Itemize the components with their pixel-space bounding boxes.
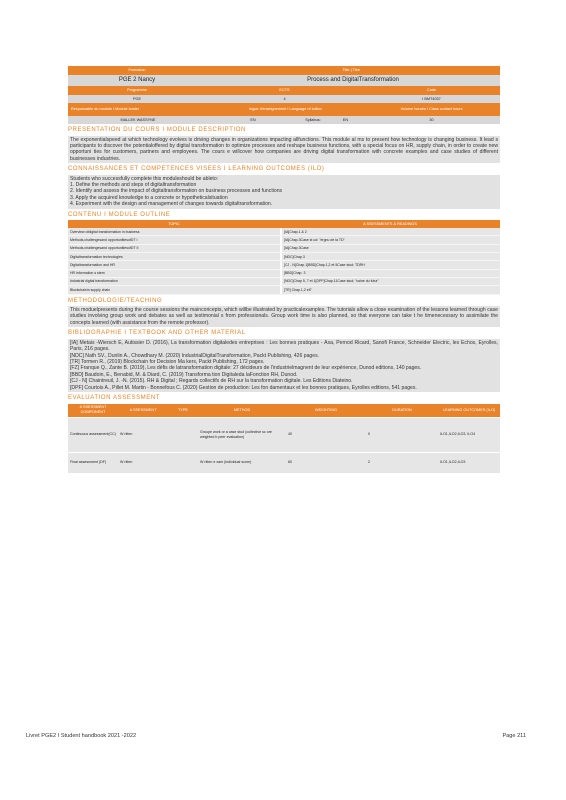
volume-value: 30 [429, 117, 434, 122]
header-values-row-3 [68, 116, 500, 124]
eval-header-component: A SSESSMENT COMPONENT [79, 405, 107, 414]
formation-value: PGE 2 Nancy [118, 76, 156, 83]
page-number: Page 211 [502, 733, 526, 739]
outline-topic: Industrial digital transformation [68, 278, 280, 285]
eval-method: Groupe work or a case stud (collective sc ore weighted b peer evaluation) [200, 430, 272, 439]
eval-assessment: W ritten [120, 460, 133, 465]
bibliography-entry: [NDC] Nath SV., Dunlin A., Chowdhary M. (2020) IndustrialDigitalTransformation, Packt Publishing, 426 pages. [70, 352, 320, 359]
outline-reading: [NDC]Chap 5, 7 et 1[DPF]Chap.11Case stud; "usine du futur" [282, 278, 500, 285]
header-values-row-1 [68, 75, 500, 86]
competences-line: 1. Define the methods and steps of digitaltransformation [70, 182, 197, 189]
langue-value: EN [250, 117, 256, 122]
outline-topic-header: TOPIC [168, 221, 180, 226]
table-row [68, 418, 500, 452]
footer-handbook-label: Livret PGE2 I Student handbook 2021 -2022 [26, 733, 137, 739]
outline-topic: Methods,challengesand opportunitiesofDT II [68, 245, 280, 252]
outline-reading: [IA]Chap.3Case st ud: "ergnu de la TD" [282, 236, 500, 243]
code-label: Code [426, 88, 437, 93]
outline-header [68, 220, 500, 228]
eval-type [168, 418, 198, 452]
table-row [68, 245, 500, 253]
outline-topic: Blockchainin supply chain [68, 286, 280, 293]
table-row [68, 261, 500, 269]
bibliography-entry: [IA] Metais -Wiersch E, Autissier D. (2016), La transformation digitaledes entreprises : Les bonnes pratiques - Axa, Pernod Ricard, Sanofi France, Schneider Electric, les Echos, Eyrolles, Paris, 216 pages. [70, 339, 498, 353]
programme-label: Programme [127, 88, 147, 93]
methodologie-title: METHODOLOGIE/TEACHING [68, 297, 163, 304]
outline-assessment-header: A SSESSMENTS & READINGS [363, 221, 417, 226]
outline-topic: Digitaltransformation technologies [68, 253, 280, 260]
table-row [68, 453, 500, 473]
outline-topic: Digitaltransformation and HR [68, 261, 280, 268]
presentation-title: PRESENTATION DU COURS I MODULE DESCRIPTION [68, 127, 246, 133]
page-footer [26, 733, 526, 740]
eval-header-assessment: A SSESSMENT [129, 407, 157, 412]
evaluation-title: EVALUATION ASSESSMENT [68, 395, 161, 401]
langue-label: lngue d'enseignement I Language of tuition [249, 107, 322, 112]
eval-assessment: W ritten [120, 432, 133, 437]
eval-duration: 0 [368, 432, 370, 437]
responsable-value: MALLEK WASSYNE [120, 117, 156, 122]
table-row [68, 236, 500, 244]
competences-line: Students who successfully complete this moduleshould be ableto: [70, 175, 219, 182]
eval-header-type: TYPE [178, 407, 188, 412]
outline-reading: [TR] Chap.1,2 et7 [282, 286, 500, 293]
outline-rows [68, 228, 500, 294]
outline-reading: [BBD]Chap. 3 [282, 270, 500, 277]
outline-topic: Overview ofdigital transformation in business [68, 228, 280, 235]
evaluation-header [68, 404, 500, 417]
syllabus-value: EN [342, 117, 349, 122]
competences-line: 3. Apply the acquired knowledge to a concrete or hypotheticalsituation [70, 194, 228, 201]
eval-header-ilo: LEARNING OUTCOMES (ILO) [442, 407, 496, 412]
competences-line: 4. Experiment with the design and management of changes towards digitaltransformation. [70, 201, 273, 208]
volume-label: Volume horaire I Class contact hours [400, 107, 463, 112]
programme-value: PGE [132, 96, 142, 101]
bibliographie-block [68, 339, 500, 392]
bibliography-entry: [TR] Tormen R., (2019) Blockchain for Decision Ma kers, Packt Publishing, 172 pages. [70, 358, 265, 365]
outline-reading: [CJ - N]Chap.1[BBD]Chap.1,2 et 5Case stud: TDRH [282, 261, 500, 268]
eval-component: Final assessment (DF) [70, 460, 107, 465]
code-value: I BMT4037 [422, 96, 441, 101]
module-sheet [68, 66, 500, 473]
header-labels-row-3 [68, 103, 500, 116]
bibliographie-title: BIBLIOGRAPHIE I TEXTBOOK AND OTHER MATERIAL [68, 330, 246, 337]
competences-line: 2. Identify and assess the impact of digitaltransformation on business processes and functions [70, 188, 283, 195]
eval-method: W ritten e xam (individual score) [200, 460, 252, 465]
competences-block [68, 175, 500, 209]
eval-header-method: METHOD [233, 407, 251, 412]
header-values-row-2 [68, 95, 500, 103]
outline-topic: Methods,challengesand opportunitiesofDT I [68, 236, 280, 243]
bibliography-entry: [BBD] Baudoin, E., Benabid, M. & Diard, C. (2019) Transforma tion Digitaleda laFonction RH, Dunod. [70, 371, 298, 378]
titre-value: Process and DigitalTransformation [307, 76, 399, 83]
ects-label: ECTS [279, 88, 290, 93]
table-row [68, 253, 500, 261]
eval-ilo: ILO1,ILO2,ILO3, ILO4 [440, 432, 476, 437]
competences-title: CONNAISSANCES ET COMPETENCES VISEES I LEARNING OUTCOMES (ILO) [68, 166, 325, 173]
eval-header-weighting: WEIGHTING [315, 407, 337, 412]
table-row [68, 286, 500, 294]
methodologie-text: This moduelpresents during the course sessions the maincoricepts, which willbe illustrated by practicalexamples. The tutorials allow a close examination of the lessons learned through case studies involving group work and debates as well as testimonial s from professionals. Group work time is also planned, so that everyone can take t he timenecessary to assimilate the concepts learned (with assistance from the remote professor). [70, 307, 498, 326]
bibliography-entry: [DPF] Courtois A., Pillet M. Martin - Bonnefous C. (2020) Gestion de production: Les fon damentaux et les bonnes pratiques, Eyrolles editions, 541 pages. [70, 384, 417, 391]
eval-weighting: 40 [288, 432, 292, 437]
outline-reading: [IA]Chap.3Case [282, 245, 500, 252]
bibliography-entry: [CJ - N] Chaintreuil, J. -N. (2015). RH & Digital ; Regards collectifs de RH sur la transformation digitale. Les Editions Diateino. [70, 378, 353, 385]
ects-value: 4 [283, 96, 286, 101]
outline-topic: HR information s stem [68, 270, 280, 277]
eval-duration: 2 [368, 460, 370, 465]
titre-label: Title | Titre [342, 68, 360, 73]
header-labels-row-1 [68, 66, 500, 75]
responsable-label: Responsable du module I Module leader [71, 107, 140, 112]
outline-reading: [NDC]Chap.3 [282, 253, 500, 260]
table-row [68, 228, 500, 236]
table-row [68, 278, 500, 286]
eval-type [168, 453, 198, 473]
bibliography-entry: [FZ] Franque Q., Zante B. (2019), Les défis de latransformation digitale: 27 décideurs de l'industrielmagnent de leur expérience, Dunod editions, 140 pages. [70, 365, 422, 372]
presentation-text: The exponentialspeed at which technology evolves is driving changes in organizations impacting allfunctions. This module al ms to present how technology is changing business. It lead s participants to discover the potentialoffered by digital transformation to optimize processes and reshape business functions, with a special focus on HR, supply chain, in order to create new opportuni ties for customers, partners and employees. The cours e willcover how companies are driving digital transformation with concrete examples and case studies of different businesses industries. [70, 136, 498, 162]
header-labels-row-2 [68, 86, 500, 95]
eval-weighting: 60 [288, 460, 292, 465]
eval-ilo: ILO1,ILO2,ILO3 [440, 460, 466, 465]
table-row [68, 270, 500, 278]
outline-reading: [IA]Chap.1 & 2 [282, 228, 500, 235]
eval-component: Continuous assessment(CC) [70, 432, 116, 437]
syllabus-label: Syllabus: [305, 117, 321, 122]
outline-title: CONTENU I MODULE OUTLINE [68, 211, 171, 218]
eval-header-duration: DURATION [392, 407, 412, 412]
formation-label: Formation [128, 68, 146, 73]
